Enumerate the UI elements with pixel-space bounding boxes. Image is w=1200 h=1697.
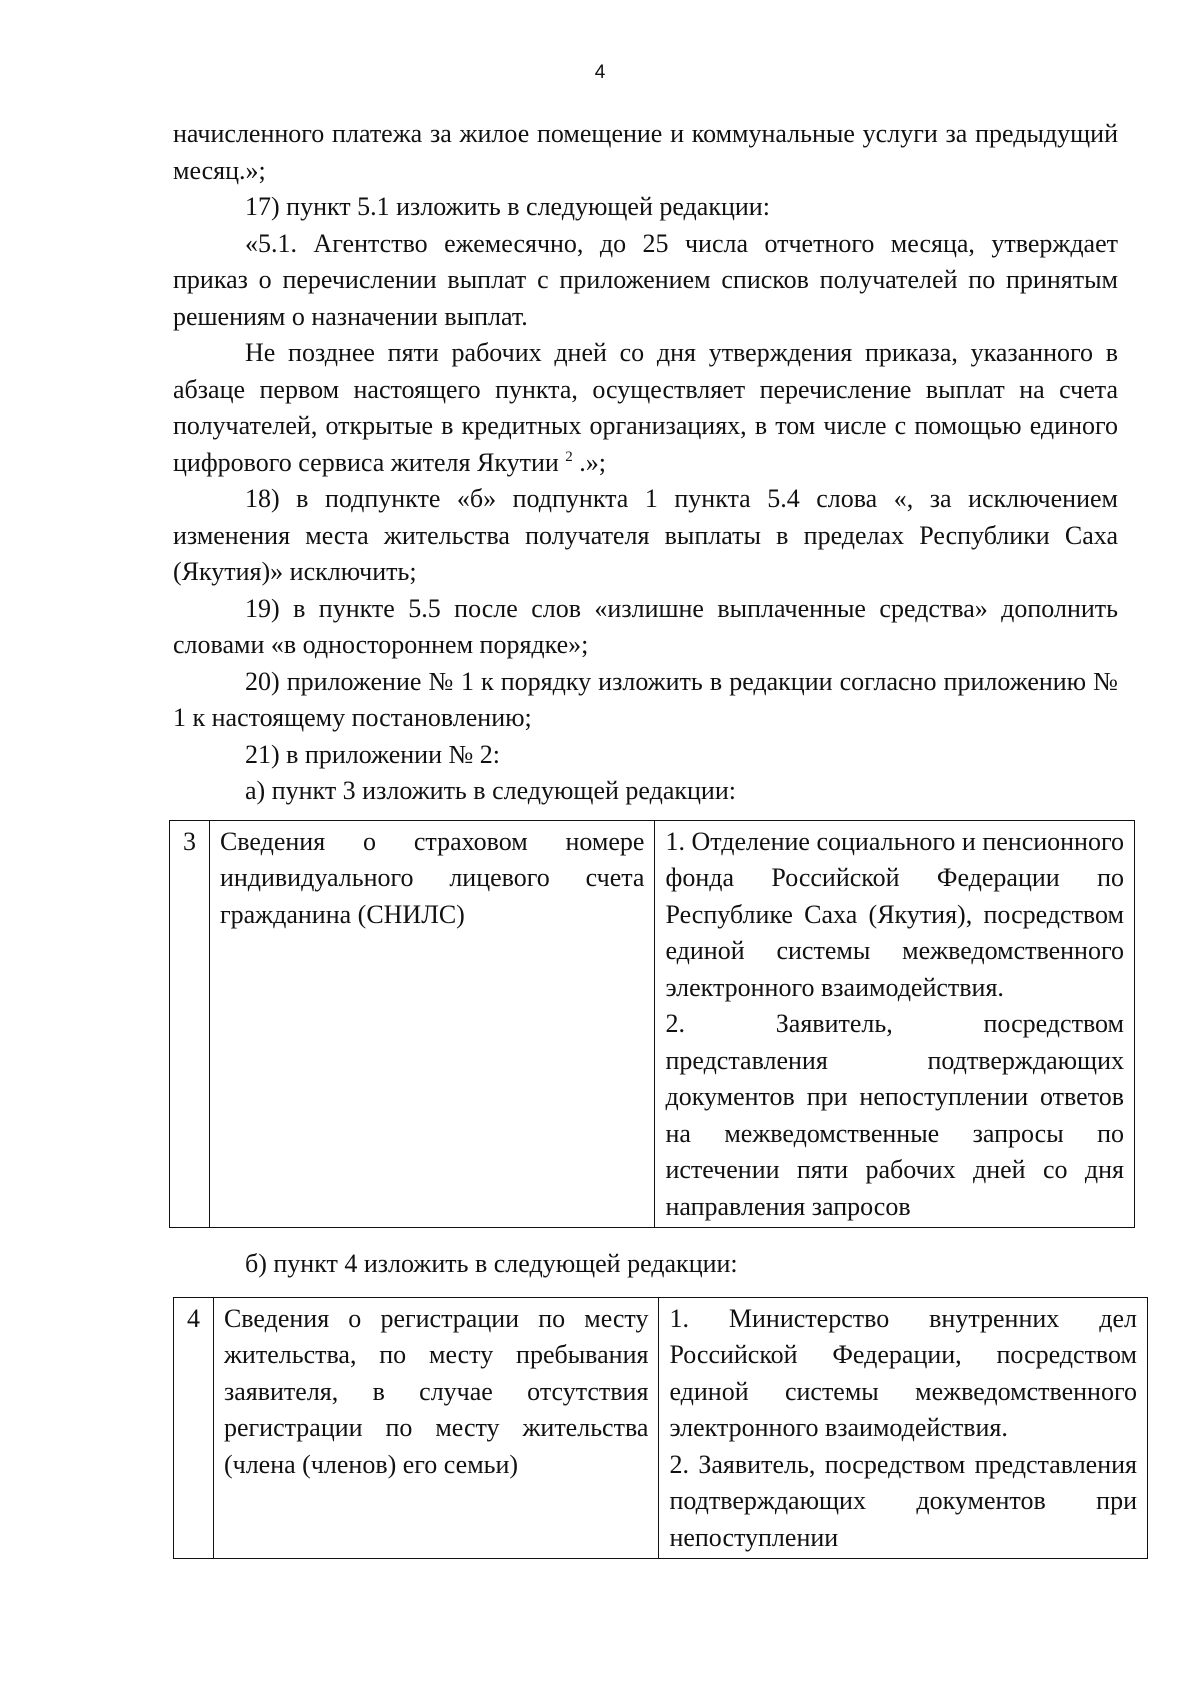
footnote-marker: 2 (565, 448, 573, 465)
table-cell-source (659, 1297, 1148, 1559)
table-item-3 (169, 820, 1135, 1229)
table-row (170, 820, 1135, 1228)
paragraph-clause-5-1: «5.1. Агентство ежемесячно, до 25 числа отчетного месяца, утверждает приказ о перечислении выплат с приложением списков получателей по принятым решениям о назначении выплат. (173, 228, 1118, 331)
paragraph-item-21: 21) в приложении № 2: (245, 739, 501, 769)
paragraph-clause-5-1-second-end: .»; (572, 447, 607, 477)
paragraph-clause-5-1-second (173, 335, 1118, 481)
paragraph-clause-5-1-second-text: Не позднее пяти рабочих дней со дня утверждения приказа, указанного в абзаце первом настоящего пункта, осуществляет перечисление выплат на счета получателей, открытые в кредитных организациях, в том числе с помощью единого цифрового сервиса жителя Якутии (173, 338, 1118, 477)
table-cell-number: 3 (170, 820, 210, 1228)
table-item-4 (173, 1297, 1148, 1560)
paragraph-item-20: 20) приложение № 1 к порядку изложить в редакции согласно приложению № 1 к настоящему постановлению; (173, 666, 1118, 732)
paragraph-item-21-b: б) пункт 4 изложить в следующей редакции: (245, 1249, 738, 1278)
paragraph-continuation: начисленного платежа за жилое помещение и коммунальные услуги за предыдущий месяц.»; (173, 119, 1118, 185)
paragraph-item-19: 19) в пункте 5.5 после слов «излишне выплаченные средства» дополнить словами «в одностороннем порядке»; (173, 593, 1118, 659)
table-cell-number: 4 (174, 1297, 214, 1559)
source-item-1: 1. Министерство внутренних дел Российской Федерации, посредством единой системы межведомственного электронного взаимодействия. (669, 1303, 1137, 1442)
source-item-2: 2. Заявитель, посредством представления подтверждающих документов при непоступлении (669, 1449, 1137, 1552)
table-row (174, 1297, 1148, 1559)
document-body (173, 116, 1137, 1559)
table-cell-description: Сведения о страховом номере индивидуального лицевого счета гражданина (СНИЛС) (209, 820, 655, 1228)
paragraph-item-18: 18) в подпункте «б» подпункта 1 пункта 5.4 слова «, за исключением изменения места жительства получателя выплаты в пределах Республики Саха (Якутия)» исключить; (173, 484, 1118, 586)
paragraph-item-21-a: а) пункт 3 изложить в следующей редакции: (245, 776, 736, 805)
table-cell-source (655, 820, 1135, 1228)
source-item-1: 1. Отделение социального и пенсионного фонда Российской Федерации по Республике Саха (Якутия), посредством единой системы межведомственного электронного взаимодействия. (665, 826, 1124, 1002)
table-cell-description: Сведения о регистрации по месту жительства, по месту пребывания заявителя, в случае отсутствия регистрации по месту жительства (члена (членов) его семьи) (213, 1297, 658, 1559)
page-number: 4 (594, 62, 606, 83)
source-item-2: 2. Заявитель, посредством представления подтверждающих документов при непоступлении ответов на межведомственные запросы по истечении пяти рабочих дней со дня направления запросов (665, 1009, 1124, 1221)
paragraph-item-17: 17) пункт 5.1 изложить в следующей редакции: (245, 192, 770, 221)
